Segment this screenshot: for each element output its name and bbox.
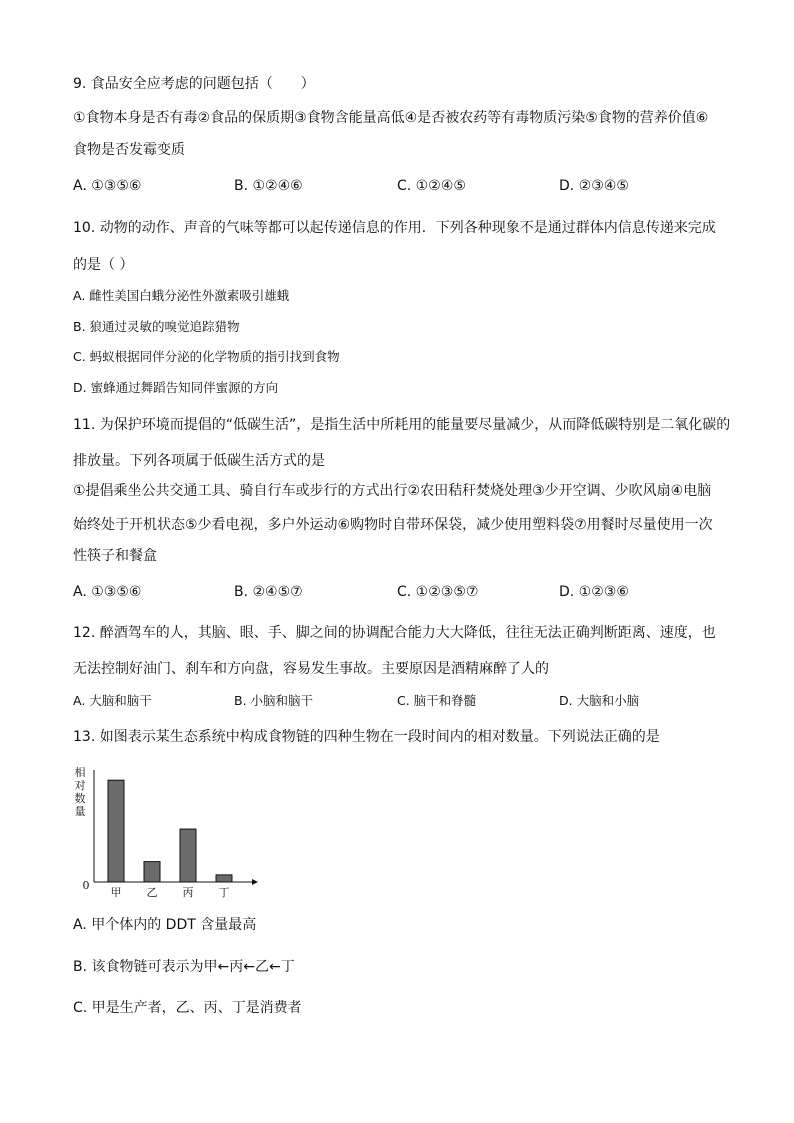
q10-option-a[interactable]: A. 雌性美国白蛾分泌性外激素吸引雄蛾 bbox=[73, 288, 290, 303]
q9-option-a[interactable]: A. ①③⑤⑥ bbox=[73, 178, 142, 194]
q11-statements-line1: ①提倡乘坐公共交通工具、骑自行车或步行的方式出行②农田秸秆焚烧处理③少开空调、少吹风扇④电脑 bbox=[73, 483, 712, 499]
x-tick-label: 乙 bbox=[146, 886, 158, 899]
q9-statements-line1: ①食物本身是否有毒②食品的保质期③食物含能量高低④是否被农药等有毒物质污染⑤食物的营养价值⑥ bbox=[73, 110, 709, 126]
bar-3 bbox=[180, 829, 196, 882]
q13-option-b[interactable]: B. 该食物链可表示为甲←丙←乙←丁 bbox=[73, 959, 295, 975]
q10-stem-line2: 的是（ ） bbox=[73, 257, 134, 273]
q11-stem-line2: 排放量。下列各项属于低碳生活方式的是 bbox=[73, 453, 325, 469]
q12-option-c[interactable]: C. 脑干和脊髓 bbox=[397, 693, 477, 708]
q11-statements-line3: 性筷子和餐盒 bbox=[73, 548, 157, 564]
q13-option-c[interactable]: C. 甲是生产者，乙、丙、丁是消费者 bbox=[73, 1000, 302, 1016]
x-axis-arrow bbox=[252, 879, 258, 885]
bar-4 bbox=[216, 875, 232, 882]
y-axis-label bbox=[75, 765, 86, 818]
x-tick-label: 甲 bbox=[110, 886, 122, 899]
bar-1 bbox=[108, 780, 124, 882]
q11-option-d[interactable]: D. ①②③⑥ bbox=[559, 584, 629, 600]
x-tick-label: 丁 bbox=[218, 886, 230, 899]
q12-stem-line2: 无法控制好油门、刹车和方向盘，容易发生事故。主要原因是酒精麻醉了人的 bbox=[73, 661, 549, 677]
q9-option-b[interactable]: B. ①②④⑥ bbox=[234, 178, 303, 194]
y-axis-label-char: 量 bbox=[74, 805, 86, 818]
q11-option-a[interactable]: A. ①③⑤⑥ bbox=[73, 584, 142, 600]
y-axis-label-char: 对 bbox=[74, 779, 86, 792]
q9-stem: 9. 食品安全应考虑的问题包括（ ） bbox=[73, 76, 315, 92]
q12-option-b[interactable]: B. 小脑和脑干 bbox=[234, 693, 314, 708]
y-axis-label-char: 相 bbox=[74, 766, 86, 779]
bar-2 bbox=[144, 862, 160, 882]
q11-stem-line1: 11. 为保护环境而提倡的“低碳生活”，是指生活中所耗用的能量要尽量减少，从而降低碳特别是二氧化碳的 bbox=[73, 417, 731, 433]
q12-option-a[interactable]: A. 大脑和脑干 bbox=[73, 693, 152, 708]
origin-label: 0 bbox=[82, 879, 90, 892]
y-axis-label-char: 数 bbox=[74, 792, 86, 805]
q11-option-c[interactable]: C. ①②③⑤⑦ bbox=[397, 584, 479, 600]
q9-option-c[interactable]: C. ①②④⑤ bbox=[397, 178, 466, 194]
q9-statements-line2: 食物是否发霉变质 bbox=[73, 142, 185, 158]
q11-statements-line2: 始终处于开机状态⑤少看电视，多户外运动⑥购物时自带环保袋，减少使用塑料袋⑦用餐时尽量使用一次 bbox=[73, 517, 713, 533]
q11-option-b[interactable]: B. ②④⑤⑦ bbox=[234, 584, 303, 600]
q10-option-d[interactable]: D. 蜜蜂通过舞蹈告知同伴蜜源的方向 bbox=[73, 380, 279, 395]
q13-stem: 13. 如图表示某生态系统中构成食物链的四种生物在一段时间内的相对数量。下列说法正确的是 bbox=[73, 729, 660, 745]
q13-option-a[interactable]: A. 甲个体内的 DDT 含量最高 bbox=[73, 917, 257, 933]
q12-option-d[interactable]: D. 大脑和小脑 bbox=[559, 693, 640, 708]
q10-stem-line1: 10. 动物的动作、声音的气味等都可以起传递信息的作用．下列各种现象不是通过群体内信息传递来完成 bbox=[73, 220, 716, 236]
q12-stem-line1: 12. 醉酒驾车的人，其脑、眼、手、脚之间的协调配合能力大大降低，往往无法正确判断距离、速度，也 bbox=[73, 625, 716, 641]
x-tick-label: 丙 bbox=[182, 886, 194, 899]
q9-option-d[interactable]: D. ②③④⑤ bbox=[559, 178, 629, 194]
q10-option-b[interactable]: B. 狼通过灵敏的嗅觉追踪猎物 bbox=[73, 319, 240, 334]
q10-option-c[interactable]: C. 蚂蚁根据同伴分泌的化学物质的指引找到食物 bbox=[73, 349, 340, 364]
q13-bar-chart bbox=[66, 760, 266, 900]
